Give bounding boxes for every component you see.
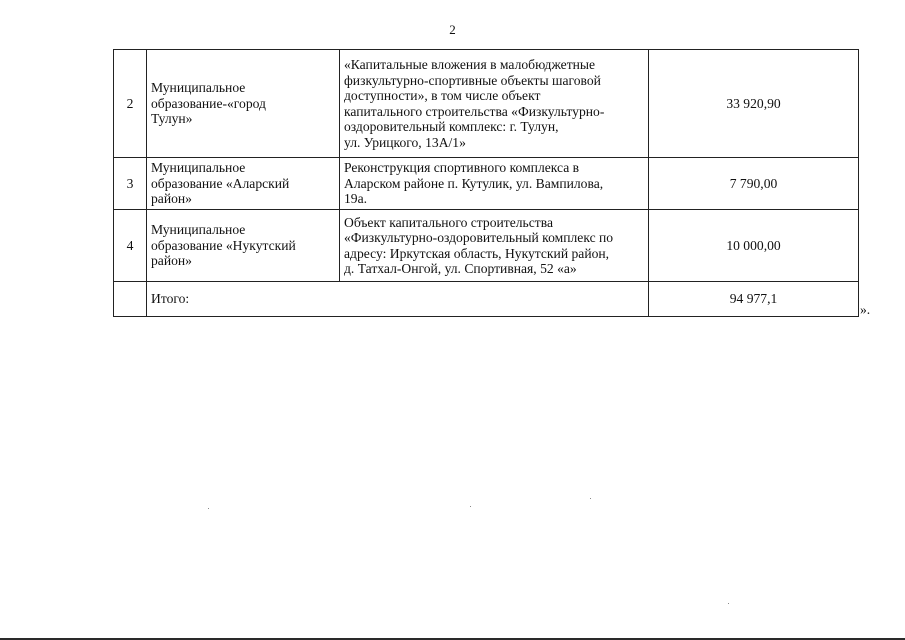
amount-cell: 7 790,00: [649, 158, 859, 210]
row-number: 2: [114, 50, 147, 158]
row-number: 3: [114, 158, 147, 210]
scan-speck: [208, 508, 209, 509]
municipality-cell: Муниципальное образование-«город Тулун»: [147, 50, 340, 158]
table-row: [114, 210, 859, 282]
closing-quote: ».: [860, 302, 871, 317]
row-number: 4: [114, 210, 147, 282]
page-number: 2: [449, 22, 456, 37]
amount-cell: 33 920,90: [649, 50, 859, 158]
object-cell: «Капитальные вложения в малобюджетные физкультурно-спортивные объекты шаговой доступности», в том числе объект капитального строительства «Физкультурно- оздоровительный комплекс: г. Тулун, ул. Урицкого, 13А/1»: [340, 50, 649, 158]
amount-cell: 10 000,00: [649, 210, 859, 282]
municipality-cell: Муниципальное образование «Нукутский район»: [147, 210, 340, 282]
scan-speck: [728, 603, 729, 604]
table-row: [114, 50, 859, 158]
total-row: [114, 282, 859, 317]
total-label: Итого:: [147, 282, 649, 317]
object-cell: Объект капитального строительства «Физкультурно-оздоровительный комплекс по адресу: Иркутская область, Нукутский район, д. Татхал-Онгой, ул. Спортивная, 52 «а»: [340, 210, 649, 282]
object-cell: Реконструкция спортивного комплекса в Аларском районе п. Кутулик, ул. Вампилова, 19а.: [340, 158, 649, 210]
scan-speck: [470, 506, 471, 507]
municipality-cell: Муниципальное образование «Аларский район»: [147, 158, 340, 210]
table-row: [114, 158, 859, 210]
total-number-cell: [114, 282, 147, 317]
scan-speck: [590, 498, 591, 499]
total-amount: 94 977,1: [649, 282, 859, 317]
funding-table: [113, 49, 859, 317]
